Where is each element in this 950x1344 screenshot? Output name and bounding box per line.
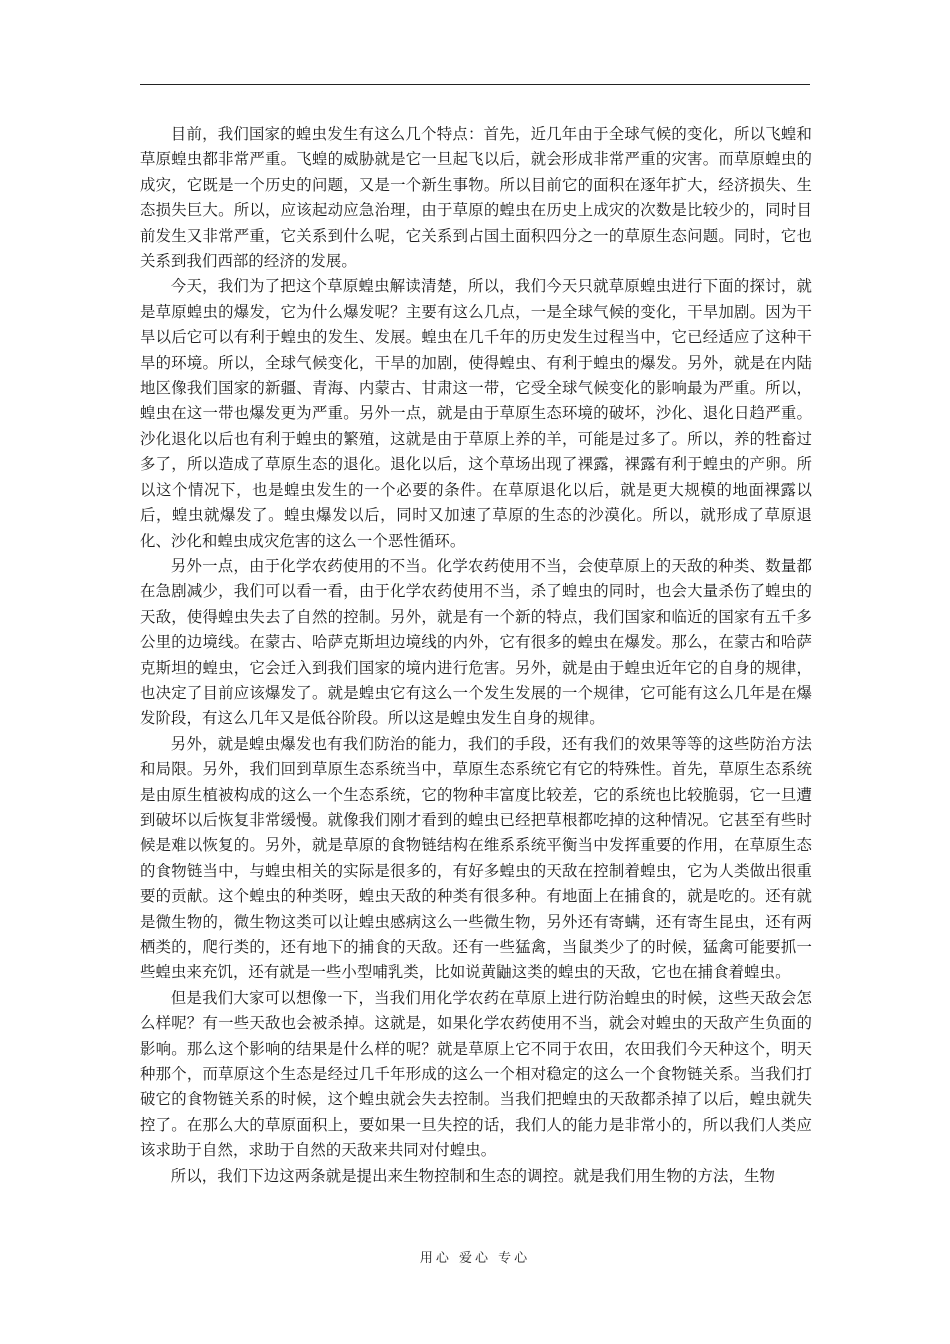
paragraph: 但是我们大家可以想像一下，当我们用化学农药在草原上进行防治蝗虫的时候，这些天敌会怎么样呢？有一些天敌也会被杀掉。这就是，如果化学农药使用不当，就会对蝗虫的天敌产生负面的影响。那么这个影响的结果是什么样的呢？就是草原上它不同于农田，农田我们今天种这个，明天种那个，而草原这个生态是经过几千年形成的这么一个相对稳定的这么一个食物链关系。当我们打破它的食物链关系的时候，这个蝗虫就会失去控制。当我们把蝗虫的天敌都杀掉了以后，蝗虫就失控了。在那么大的草原面积上，要如果一旦失控的话，我们人的能力是非常小的，所以我们人类应该求助于自然，求助于自然的天敌来共同对付蝗虫。: [140, 988, 812, 1160]
page-footer: 用心 爱心 专心: [419, 1251, 531, 1266]
paragraph: 今天，我们为了把这个草原蝗虫解读清楚，所以，我们今天只就草原蝗虫进行下面的探讨，就是草原蝗虫的爆发，它为什么爆发呢？主要有这么几点，一是全球气候的变化，干旱加剧。因为干旱以后它可以有利于蝗虫的发生、发展。蝗虫在几千年的历史发生过程当中，它已经适应了这种干旱的环境。所以，全球气候变化，干旱的加剧，使得蝗虫、有利于蝗虫的爆发。另外，就是在内陆地区像我们国家的新疆、青海、内蒙古、甘肃这一带，它受全球气候变化的影响最为严重。所以，蝗虫在这一带也爆发更为严重。另外一点，就是由于草原生态环境的破坏，沙化、退化日趋严重。沙化退化以后也有利于蝗虫的繁殖，这就是由于草原上养的羊，可能是过多了。所以，养的牲畜过多了，所以造成了草原生态的退化。退化以后，这个草场出现了裸露，裸露有利于蝗虫的产卵。所以这个情况下，也是蝗虫发生的一个必要的条件。在草原退化以后，就是更大规模的地面裸露以后，蝗虫就爆发了。蝗虫爆发以后，同时又加速了草原的生态的沙漠化。所以，就形成了草原退化、沙化和蝗虫成灾危害的这么一个恶性循环。: [140, 277, 812, 550]
paragraph: 所以，我们下边这两条就是提出来生物控制和生态的调控。就是我们用生物的方法，生物: [170, 1166, 775, 1185]
paragraph: 另外一点，由于化学农药使用的不当。化学农药使用不当，会使草原上的天敌的种类、数量都在急剧减少，我们可以看一看，由于化学农药使用不当，杀了蝗虫的同时，也会大量杀伤了蝗虫的天敌，使得蝗虫失去了自然的控制。另外，就是有一个新的特点，我们国家和临近的国家有五千多公里的边境线。在蒙古、哈萨克斯坦边境线的内外，它有很多的蝗虫在爆发。那么，在蒙古和哈萨克斯坦的蝗虫，它会迁入到我们国家的境内进行危害。另外，就是由于蝗虫近年它的自身的规律，也决定了目前应该爆发了。就是蝗虫它有这么一个发生发展的一个规律，它可能有这么几年是在爆发阶段，有这么几年又是低谷阶段。所以这是蝗虫发生自身的规律。: [140, 556, 812, 728]
body-text: [140, 122, 812, 1189]
header-rule: [140, 84, 810, 85]
paragraph: 另外，就是蝗虫爆发也有我们防治的能力，我们的手段，还有我们的效果等等的这些防治方法和局限。另外，我们回到草原生态系统当中，草原生态系统它有它的特殊性。首先，草原生态系统是由原生植被构成的这么一个生态系统，它的物种丰富度比较差，它的系统也比较脆弱，它一旦遭到破坏以后恢复非常缓慢。就像我们刚才看到的蝗虫已经把草根都吃掉的这种情况。它甚至有些时候是难以恢复的。另外，就是草原的食物链结构在维系系统平衡当中发挥重要的作用，在草原生态的食物链当中，与蝗虫相关的实际是很多的，有好多蝗虫的天敌在控制着蝗虫，它为人类做出很重要的贡献。这个蝗虫的种类呀，蝗虫天敌的种类有很多种。有地面上在捕食的，就是吃的。还有就是微生物的，微生物这类可以让蝗虫感病这么一些微生物，另外还有寄螨，还有寄生昆虫，还有两栖类的，爬行类的，还有地下的捕食的天敌。还有一些猛禽，当鼠类少了的时候，猛禽可能要抓一些蝗虫来充饥，还有就是一些小型哺乳类，比如说黄鼬这类的蝗虫的天敌，它也在捕食着蝗虫。: [140, 734, 812, 982]
paragraph: 目前，我们国家的蝗虫发生有这么几个特点：首先，近几年由于全球气候的变化，所以飞蝗和草原蝗虫都非常严重。飞蝗的威胁就是它一旦起飞以后，就会形成非常严重的灾害。而草原蝗虫的成灾，它既是一个历史的问题，又是一个新生事物。所以目前它的面积在逐年扩大，经济损失、生态损失巨大。所以，应该起动应急治理，由于草原的蝗虫在历史上成灾的次数是比较少的，同时目前发生又非常严重，它关系到什么呢，它关系到占国土面积四分之一的草原生态问题。同时，它也关系到我们西部的经济的发展。: [140, 125, 812, 271]
